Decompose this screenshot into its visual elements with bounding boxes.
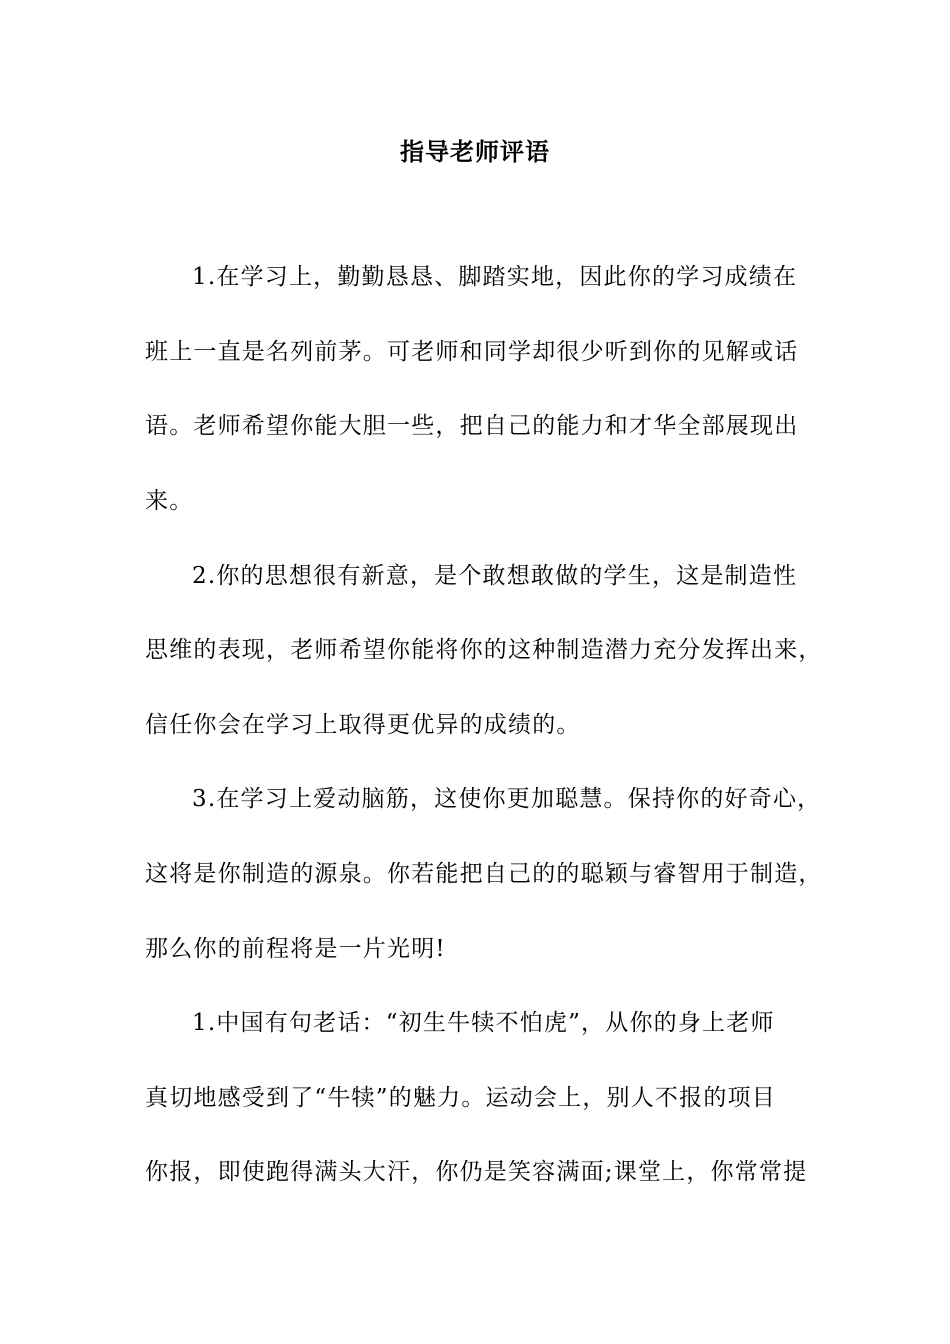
paragraph-1-line-2: 班上一直是名列前茅。可老师和同学却很少听到你的见解或话 <box>145 339 799 365</box>
paragraph-1-line-4: 来。 <box>145 488 194 514</box>
paragraph-4-line-2: 真切地感受到了“牛犊”的魅力。运动会上，别人不报的项目 <box>145 1085 776 1111</box>
paragraph-1-line-3: 语。老师希望你能大胆一些，把自己的能力和才华全部展现出 <box>145 413 799 439</box>
paragraph-2-line-3: 信任你会在学习上取得更优异的成绩的。 <box>145 712 581 738</box>
paragraph-3-line-2: 这将是你制造的源泉。你若能把自己的的聪颖与睿智用于制造， <box>145 861 823 887</box>
paragraph-3-line-3: 那么你的前程将是一片光明! <box>145 936 446 962</box>
paragraph-2-line-1: 2.你的思想很有新意，是个敢想敢做的学生，这是制造性 <box>192 563 798 589</box>
paragraph-4-line-1: 1.中国有句老话：“初生牛犊不怕虎”，从你的身上老师 <box>192 1010 775 1036</box>
paragraph-4-line-3: 你报，即使跑得满头大汗，你仍是笑容满面;课堂上，你常常提 <box>145 1159 808 1185</box>
paragraph-3-line-1: 3.在学习上爱动脑筋，这使你更加聪慧。保持你的好奇心， <box>192 786 822 812</box>
paragraph-2-line-2: 思维的表现，老师希望你能将你的这种制造潜力充分发挥出来， <box>145 637 823 663</box>
paragraph-1-line-1: 1.在学习上，勤勤恳恳、脚踏实地，因此你的学习成绩在 <box>192 264 798 290</box>
document-title: 指导老师评语 <box>400 138 550 166</box>
